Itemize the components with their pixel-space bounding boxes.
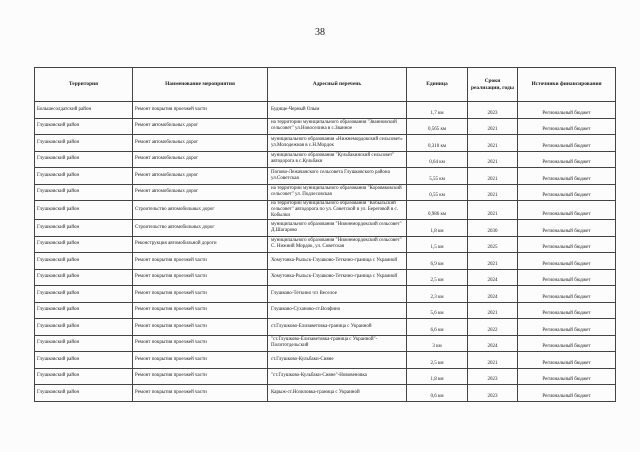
- header-address: Адресный перечень: [268, 68, 407, 102]
- cell-activity: Реконструкция автомобильной дороги: [133, 236, 268, 253]
- table-row: [35, 236, 616, 253]
- cell-activity: Ремонт автомобильных дорог: [133, 135, 268, 152]
- cell-address: муниципального образования «Нижнемордокский сельсовет» ул.Молодежная в с.Н.Мордок: [268, 135, 407, 152]
- cell-year: 2024: [468, 286, 518, 303]
- cell-year: 2023: [468, 368, 518, 385]
- cell-address: ст.Глушково-Елизаветовка-граница с Украиной: [268, 319, 407, 336]
- cell-territory: Глушковский район: [35, 319, 133, 336]
- cell-unit: 0,565 км: [407, 118, 468, 135]
- cell-territory: Глушковский район: [35, 286, 133, 303]
- cell-address: на территории муниципального образования "Кобыльский сельсовет" автодорога по ул. Советской и ул. Береговой в с. Кобылки: [268, 201, 407, 220]
- cell-funding: Региональный бюджет: [518, 368, 616, 385]
- table-row: [35, 335, 616, 352]
- cell-address: Карыж-ст.Нозиловка-граница с Украиной: [268, 385, 407, 402]
- cell-year: 2021: [468, 302, 518, 319]
- cell-unit: 6,9 км: [407, 253, 468, 270]
- cell-unit: 5,55 км: [407, 168, 468, 185]
- cell-territory: Глушковский район: [35, 151, 133, 168]
- cell-territory: Глушковский район: [35, 385, 133, 402]
- table-row: [35, 253, 616, 270]
- cell-address: на территории муниципального образования "Коровяковский сельсовет" ул. Подлесовская: [268, 184, 407, 201]
- cell-year: 2024: [468, 335, 518, 352]
- cell-address: муниципального образования "Нижнемордокский сельсовет" Д.Шагарово: [268, 220, 407, 237]
- header-unit: Единица: [407, 68, 468, 102]
- table-row: [35, 118, 616, 135]
- cell-funding: Региональный бюджет: [518, 253, 616, 270]
- cell-year: 2023: [468, 385, 518, 402]
- cell-address: муниципального образования "Кульбакинский сельсовет" автодорога в с.Кульбаки: [268, 151, 407, 168]
- table-row: [35, 135, 616, 152]
- table-row: [35, 352, 616, 369]
- cell-address: Будище-Черный Олым: [268, 102, 407, 119]
- cell-activity: Ремонт покрытия проезжей части: [133, 335, 268, 352]
- cell-territory: Глушковский район: [35, 352, 133, 369]
- table-row: [35, 269, 616, 286]
- cell-year: 2022: [468, 319, 518, 336]
- cell-territory: Глушковский район: [35, 302, 133, 319]
- cell-funding: Региональный бюджет: [518, 286, 616, 303]
- cell-funding: Региональный бюджет: [518, 269, 616, 286]
- cell-funding: Региональный бюджет: [518, 151, 616, 168]
- cell-territory: Глушковский район: [35, 168, 133, 185]
- cell-activity: Ремонт покрытия проезжей части: [133, 352, 268, 369]
- table-row: [35, 220, 616, 237]
- cell-year: 2021: [468, 168, 518, 185]
- cell-unit: 5,6 км: [407, 302, 468, 319]
- cell-activity: Ремонт автомобильных дорог: [133, 151, 268, 168]
- cell-unit: 0,986 км: [407, 201, 468, 220]
- cell-year: 2021: [468, 151, 518, 168]
- cell-activity: Строительство автомобильных дорог: [133, 201, 268, 220]
- header-row: [35, 68, 616, 102]
- table-row: [35, 151, 616, 168]
- cell-territory: Большесолдатский район: [35, 102, 133, 119]
- cell-activity: Ремонт покрытия проезжей части: [133, 368, 268, 385]
- cell-year: 2030: [468, 220, 518, 237]
- cell-activity: Ремонт автомобильных дорог: [133, 168, 268, 185]
- cell-funding: Региональный бюджет: [518, 236, 616, 253]
- header-source: Источники финансирования: [518, 68, 616, 102]
- cell-address: Хомутовка-Рыльск-Глушково-Теткино-граница с Украиной: [268, 269, 407, 286]
- cell-address: ст.Глушково-Кульбаки-Сияне: [268, 352, 407, 369]
- table-row: [35, 168, 616, 185]
- cell-funding: Региональный бюджет: [518, 184, 616, 201]
- header-term: Сроки реализации, годы: [468, 68, 518, 102]
- cell-address: "ст.Глушково-Кульбаки-Сияне"-Нововеновка: [268, 368, 407, 385]
- cell-unit: 6,6 км: [407, 319, 468, 336]
- cell-address: муниципального образования "Нижнемордокский сельсовет" С. Нижний Мордок, ул. Советская: [268, 236, 407, 253]
- cell-unit: 0,55 км: [407, 184, 468, 201]
- header-territory: Территория: [35, 68, 133, 102]
- cell-address: Глушково-Теткино ч/з Веселое: [268, 286, 407, 303]
- cell-unit: 1,5 км: [407, 236, 468, 253]
- cell-unit: 0,64 км: [407, 151, 468, 168]
- cell-territory: Глушковский район: [35, 201, 133, 220]
- cell-funding: Региональный бюджет: [518, 352, 616, 369]
- table-row: [35, 368, 616, 385]
- cell-unit: 1,8 км: [407, 220, 468, 237]
- table-row: [35, 184, 616, 201]
- table-row: [35, 319, 616, 336]
- table-row: [35, 102, 616, 119]
- cell-unit: 1,7 км: [407, 102, 468, 119]
- table-row: [35, 201, 616, 220]
- table-row: [35, 302, 616, 319]
- cell-year: 2021: [468, 135, 518, 152]
- cell-activity: Строительство автомобильных дорог: [133, 220, 268, 237]
- cell-unit: 0,310 км: [407, 135, 468, 152]
- cell-unit: 1,8 км: [407, 368, 468, 385]
- cell-territory: Глушковский район: [35, 236, 133, 253]
- cell-territory: Глушковский район: [35, 118, 133, 135]
- cell-year: 2025: [468, 236, 518, 253]
- cell-funding: Региональный бюджет: [518, 118, 616, 135]
- cell-activity: Ремонт покрытия проезжей части: [133, 302, 268, 319]
- cell-address: на территории муниципального образования "Званновский сельсовет" ул.Новоселина в с.Званное: [268, 118, 407, 135]
- cell-funding: Региональный бюджет: [518, 168, 616, 185]
- cell-year: 2021: [468, 352, 518, 369]
- cell-unit: 2,5 км: [407, 269, 468, 286]
- cell-activity: Ремонт покрытия проезжей части: [133, 385, 268, 402]
- cell-unit: 2,3 км: [407, 286, 468, 303]
- table-row: [35, 286, 616, 303]
- cell-unit: 3 км: [407, 335, 468, 352]
- cell-funding: Региональный бюджет: [518, 220, 616, 237]
- cell-activity: Ремонт покрытия проезжей части: [133, 102, 268, 119]
- cell-territory: Глушковский район: [35, 335, 133, 352]
- cell-funding: Региональный бюджет: [518, 319, 616, 336]
- cell-year: 2021: [468, 253, 518, 270]
- cell-funding: Региональный бюджет: [518, 302, 616, 319]
- cell-year: 2021: [468, 201, 518, 220]
- cell-territory: Глушковский район: [35, 184, 133, 201]
- cell-address: Глушково-Суханово-ст.Волфино: [268, 302, 407, 319]
- cell-funding: Региональный бюджет: [518, 335, 616, 352]
- cell-activity: Ремонт автомобильных дорог: [133, 118, 268, 135]
- cell-year: 2023: [468, 102, 518, 119]
- cell-territory: Глушковский район: [35, 135, 133, 152]
- page-number: 38: [315, 27, 325, 38]
- cell-address: "ст.Глушково-Елизаветовка-граница с Украиной"-Политотдельский: [268, 335, 407, 352]
- header-activity: Наименование мероприятия: [133, 68, 268, 102]
- cell-activity: Ремонт покрытия проезжей части: [133, 319, 268, 336]
- cell-unit: 2,5 км: [407, 352, 468, 369]
- cell-address: Попово-Лежачанского сельсовета Глушковского района ул.Советская: [268, 168, 407, 185]
- cell-territory: Глушковский район: [35, 269, 133, 286]
- cell-unit: 0,6 км: [407, 385, 468, 402]
- cell-funding: Региональный бюджет: [518, 201, 616, 220]
- cell-activity: Ремонт автомобильных дорог: [133, 184, 268, 201]
- cell-funding: Региональный бюджет: [518, 102, 616, 119]
- cell-year: 2024: [468, 269, 518, 286]
- cell-year: 2021: [468, 184, 518, 201]
- cell-funding: Региональный бюджет: [518, 385, 616, 402]
- cell-funding: Региональный бюджет: [518, 135, 616, 152]
- cell-activity: Ремонт покрытия проезжей части: [133, 269, 268, 286]
- road-works-table: [34, 67, 616, 402]
- cell-address: Хомутовка-Рыльск-Глушково-Теткино-граница с Украиной: [268, 253, 407, 270]
- cell-territory: Глушковский район: [35, 253, 133, 270]
- table-row: [35, 385, 616, 402]
- cell-territory: Глушковский район: [35, 368, 133, 385]
- cell-activity: Ремонт покрытия проезжей части: [133, 253, 268, 270]
- cell-activity: Ремонт покрытия проезжей части: [133, 286, 268, 303]
- cell-year: 2021: [468, 118, 518, 135]
- cell-territory: Глушковский район: [35, 220, 133, 237]
